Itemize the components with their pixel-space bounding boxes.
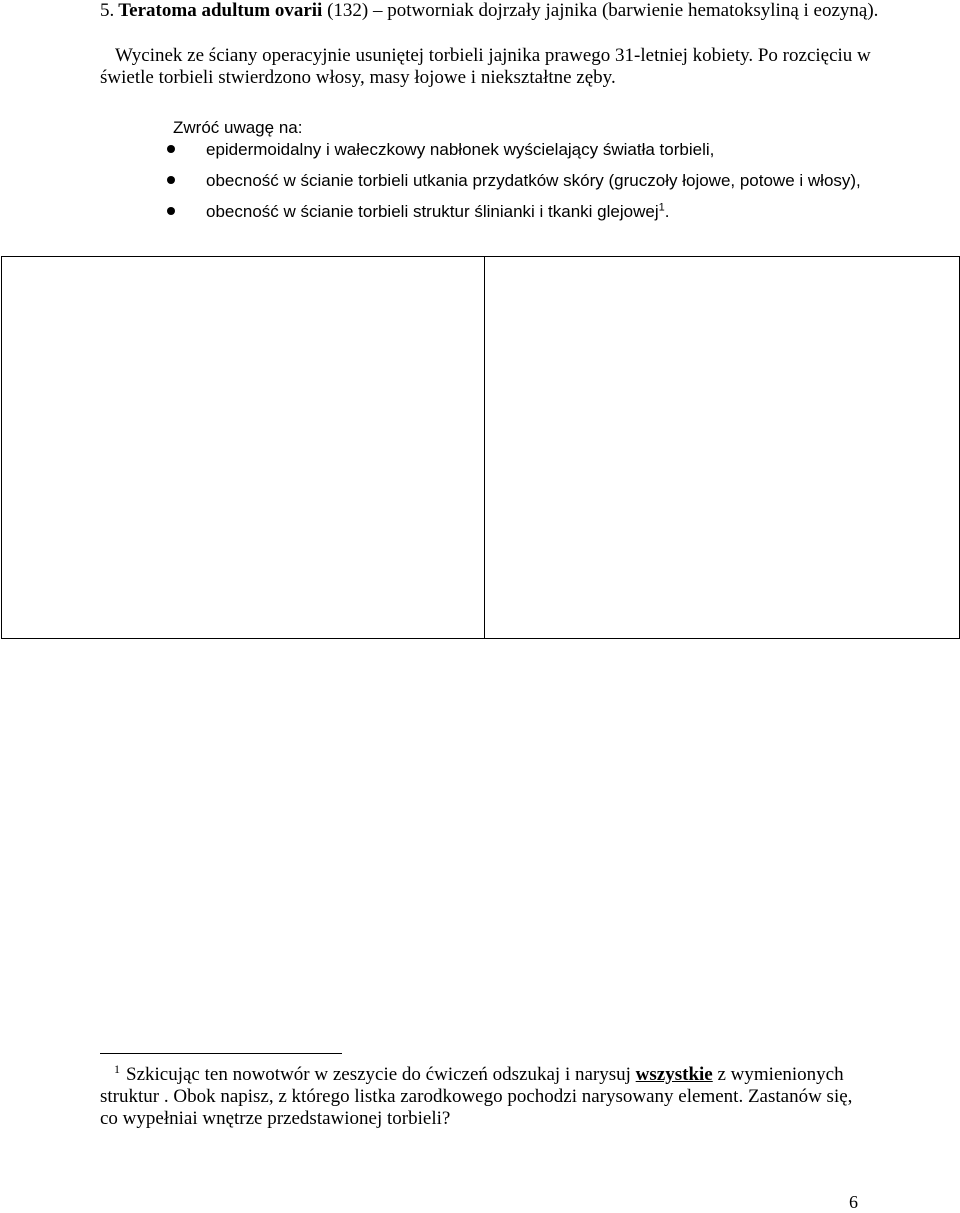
section-number: 5. (100, 0, 115, 21)
attention-list (165, 139, 885, 232)
attention-item-text: obecność w ścianie torbieli struktur ślinianki i tkanki glejowej (206, 202, 659, 221)
page-number: 6 (849, 1192, 858, 1212)
attention-item (165, 170, 885, 192)
drawing-box-right[interactable] (485, 256, 960, 639)
footnote-emphasis: wszystkie (635, 1064, 713, 1085)
footnote-mark: 1 (114, 1061, 120, 1076)
intro-paragraph: Wycinek ze ściany operacyjnie usuniętej torbieli jajnika prawego 31-letniej kobiety. Po rozcięciu w świetle torbieli stwierdzono włosy, masy łojowe i niekształtne zęby. (100, 45, 871, 88)
section-title-rest: (132) – potworniak dojrzały jajnika (barwienie hematoksyliną i eozyną). (322, 0, 879, 21)
footnote-text-start: Szkicując ten nowotwór w zeszycie do ćwiczeń odszukaj i narysuj (126, 1064, 636, 1085)
section-title: Teratoma adultum ovarii (118, 0, 323, 21)
bullet-icon (165, 205, 177, 217)
attention-item-suffix: . (664, 202, 670, 221)
footnote-reference: 1 (658, 201, 665, 214)
attention-item (165, 201, 885, 223)
attention-item (165, 139, 885, 161)
attention-title: Zwróć uwagę na: (173, 118, 303, 137)
attention-item-text: obecność w ścianie torbieli utkania przydatków skóry (gruczoły łojowe, potowe i włosy), (206, 171, 861, 190)
section-heading (100, 0, 900, 22)
attention-item-text: epidermoidalny i wałeczkowy nabłonek wyścielający światła torbieli, (206, 140, 715, 159)
footnote-text-end: z wymienionych struktur . Obok napisz, z którego listka zarodkowego pochodzi narysowany element. Zastanów się, co wypełniai wnętrze przedstawionej torbieli? (100, 1064, 853, 1129)
bullet-icon (165, 174, 177, 186)
footnote (100, 1061, 860, 1130)
footnote-separator (100, 1053, 342, 1054)
drawing-box-left[interactable] (1, 256, 485, 639)
bullet-icon (165, 143, 177, 155)
